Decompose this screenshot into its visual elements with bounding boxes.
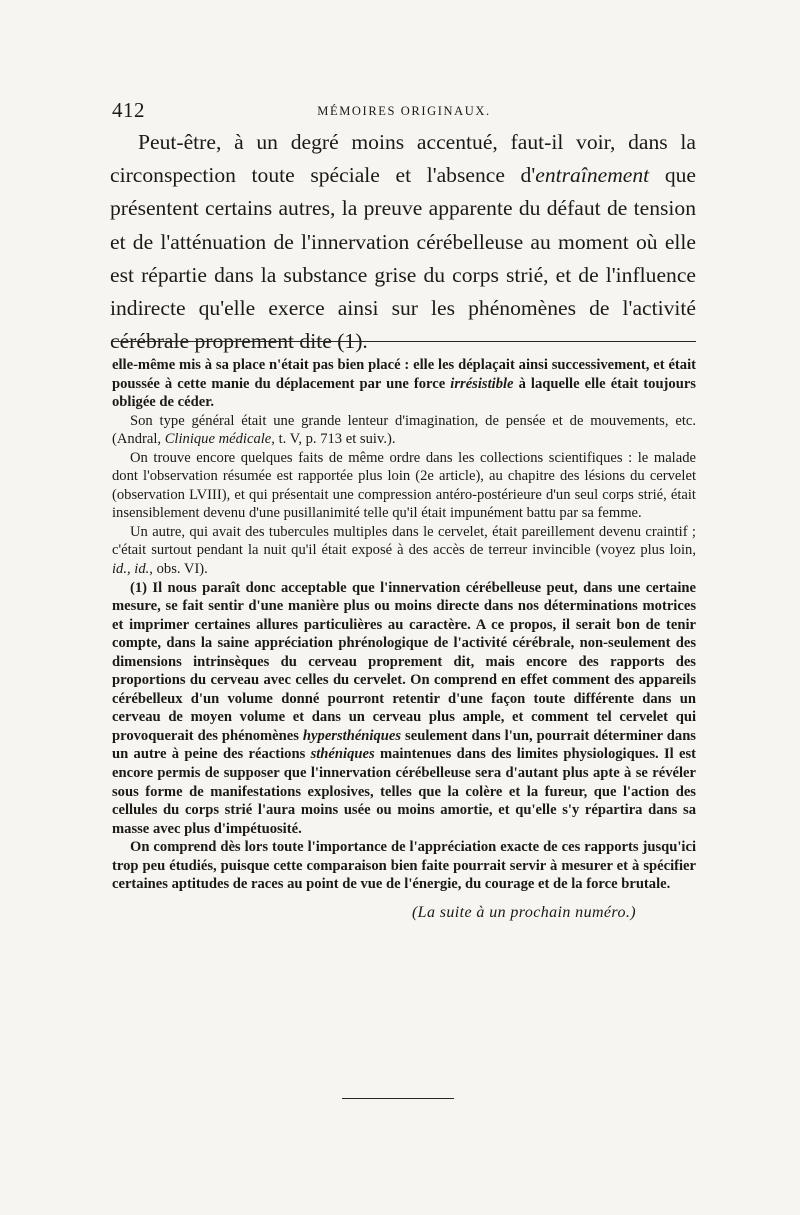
footnote-emphasis: hypersthéniques	[302, 727, 402, 744]
footnotes	[112, 356, 696, 922]
footnote-emphasis: Clinique médicale	[164, 431, 272, 448]
footnote-emphasis: irrésistible	[450, 375, 514, 392]
footnote-text: , t. V, p. 713 et suiv.).	[271, 431, 396, 448]
footnote-text: à laquelle elle était toujours obligée de céder.	[112, 375, 696, 411]
footnote-text: (1) Il nous paraît donc acceptable que l'innervation cérébelleuse peut, dans une certaine mesure, se fait sentir d'une manière plus ou moins directe dans nos déterminations motrices et imprimer certaines allures particulières au caractère. A ce propos, il serait bon de tenir compte, dans la saine appréciation phrénologique de l'activité cérébrale, non-seulement des dimensions intrinsèques du cerveau proprement dit, mais encore des rapports des proportions du cerveau avec celles du cervelet. On comprend en effet comment des appareils cérébelleux d'un volume donné pourront retentir d'une façon toute différente dans un cerveau de moyen volume et dans un cerveau plus ample, et comment tel cervelet qui provoquerait des phénomènes	[112, 579, 696, 744]
footnote-text: , obs. VI).	[149, 561, 208, 578]
footnote-paragraph	[112, 356, 696, 412]
footnote-paragraph: On trouve encore quelques faits de même ordre dans les collections scientifiques : le malade dont l'observation résumée est rapportée plus loin (2e article), au chapitre des lésions du cervelet (observation LVIII), et qui présentait une compression antéro-postérieure d'un seul corps strié, était insensiblement devenu d'une pusillanimité telle qu'il était impunément battu par sa femme.	[112, 449, 696, 522]
end-rule	[342, 1098, 454, 1099]
footnote-emphasis: sthéniques	[310, 746, 375, 763]
running-title: MÉMOIRES ORIGINAUX.	[317, 104, 491, 118]
main-text-emphasis: entraînement	[535, 163, 650, 188]
main-paragraph	[110, 126, 696, 358]
continuation-note: (La suite à un prochain numéro.)	[411, 903, 636, 921]
footnote-text: maintenues dans des limites physiologiques. Il est encore permis de supposer que l'innervation cérébelleuse sera d'autant plus apte à se révéler sous forme de manifestations explosives, telles que la colère et la fureur, que l'action des cellules du corps strié l'aura moins usée ou moins amortie, et qu'elle s'y répartira dans sa masse avec plus d'impétuosité.	[112, 746, 697, 837]
page-number: 412	[112, 98, 145, 122]
main-text-part: Peut-être, à un degré moins accentué, faut-il voir, dans la circonspection toute spéciale et l'absence d'	[110, 130, 696, 188]
footnote-text: seulement dans l'un, pourrait déterminer dans un autre à peine des réactions	[112, 727, 696, 763]
footnote-paragraph: On comprend dès lors toute l'importance de l'appréciation exacte de ces rapports jusqu'ici trop peu étudiés, puisque cette comparaison bien faite pourrait servir à mesurer et à spécifier certaines aptitudes de races au point de vue de l'énergie, du courage et de la force brutale.	[112, 839, 696, 893]
footnote-emphasis: id., id.	[112, 561, 150, 578]
footnote-separator	[112, 341, 696, 342]
footnote-paragraph	[112, 412, 696, 449]
footnote-paragraph	[112, 523, 696, 579]
footnote-text: elle-même mis à sa place n'était pas bien placé : elle les déplaçait ainsi successivement, et était poussée à cette manie du déplacement par une force	[112, 357, 696, 392]
page-header	[112, 98, 696, 124]
footnote-text: Son type général était une grande lenteur d'imagination, de pensée et de mouvements, etc. (Andral,	[112, 412, 696, 448]
footnote-text: Un autre, qui avait des tubercules multiples dans le cervelet, était pareillement devenu craintif ; c'était surtout pendant la nuit qu'il était exposé à des accès de terreur invincible (voyez plus loin,	[112, 523, 696, 559]
main-text-part: que présentent certains autres, la preuve apparente du défaut de tension et de l'atténuation de l'innervation cérébelleuse au moment où elle est répartie dans la substance grise du corps strié, et de l'influence indirecte qu'elle exerce ainsi sur les phénomènes de l'activité cérébrale proprement dite (1).	[110, 163, 696, 354]
footnote-1	[112, 579, 696, 839]
